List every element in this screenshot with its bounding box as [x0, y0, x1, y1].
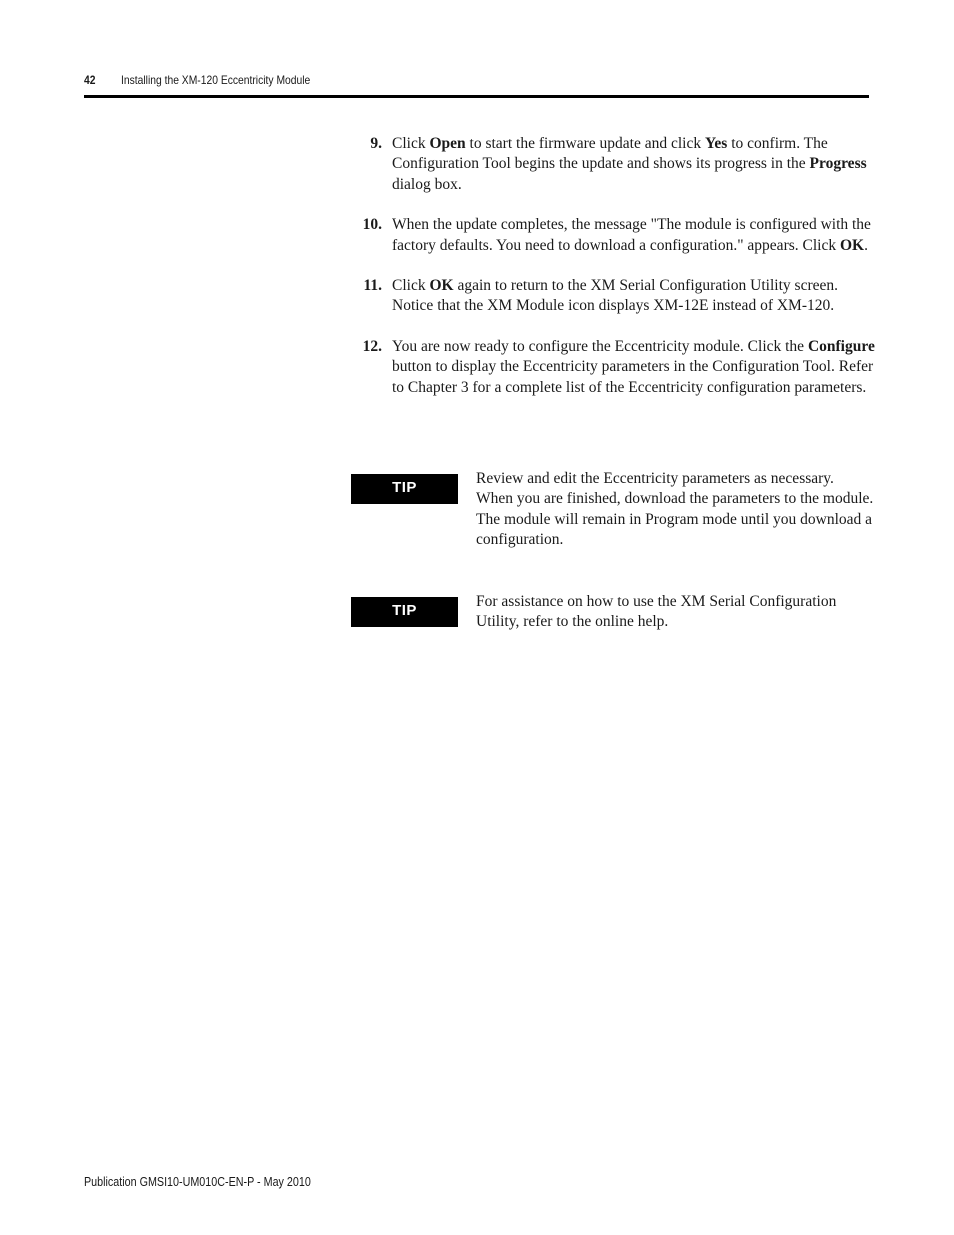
- open-term: Open: [429, 135, 466, 152]
- step-11: 11. Click OK again to return to the XM Serial Configuration Utility screen. Notice that the XM Module icon displays XM-12E instead of XM-120.: [355, 276, 875, 317]
- step-number: 12.: [362, 337, 382, 355]
- step-10: 10. When the update completes, the message "The module is configured with the factory defaults. You need to download a configuration." appears. Click OK.: [355, 215, 875, 256]
- tip-text: For assistance on how to use the XM Serial Configuration Utility, refer to the online help.: [476, 593, 837, 631]
- section-title: Installing the XM-120 Eccentricity Module: [121, 73, 311, 87]
- step-list: [355, 134, 875, 398]
- step-12: 12. You are now ready to configure the Eccentricity module. Click the Configure button to display the Eccentricity parameters in the Configuration Tool. Refer to Chapter 3 for a complete list of the Eccentricity configuration parameters.: [355, 337, 875, 398]
- ok-term: OK: [839, 236, 865, 254]
- ok-term: OK: [429, 277, 454, 295]
- step-number: 11.: [363, 277, 382, 295]
- step-9: 9. Click Open to start the firmware update and click Yes to confirm. The Configuration Tool begins the update and shows its progress in the Progress dialog box.: [355, 134, 875, 195]
- configure-term: Configure: [807, 337, 875, 355]
- publication-footer: Publication GMSI10-UM010C-EN-P - May 2010: [84, 1175, 311, 1189]
- page-number: 42: [84, 73, 96, 87]
- yes-term: Yes: [704, 135, 728, 152]
- step-number: 10.: [362, 216, 382, 234]
- header-rule: [84, 95, 869, 98]
- tip-badge: TIP: [351, 474, 458, 504]
- step-number: 9.: [370, 135, 382, 152]
- tip-badge: TIP: [351, 597, 458, 627]
- tip-text: Review and edit the Eccentricity parameters as necessary. When you are finished, download the parameters to the module. The module will remain in Program mode until you download a configuration.: [476, 470, 874, 549]
- progress-term: Progress: [809, 155, 867, 173]
